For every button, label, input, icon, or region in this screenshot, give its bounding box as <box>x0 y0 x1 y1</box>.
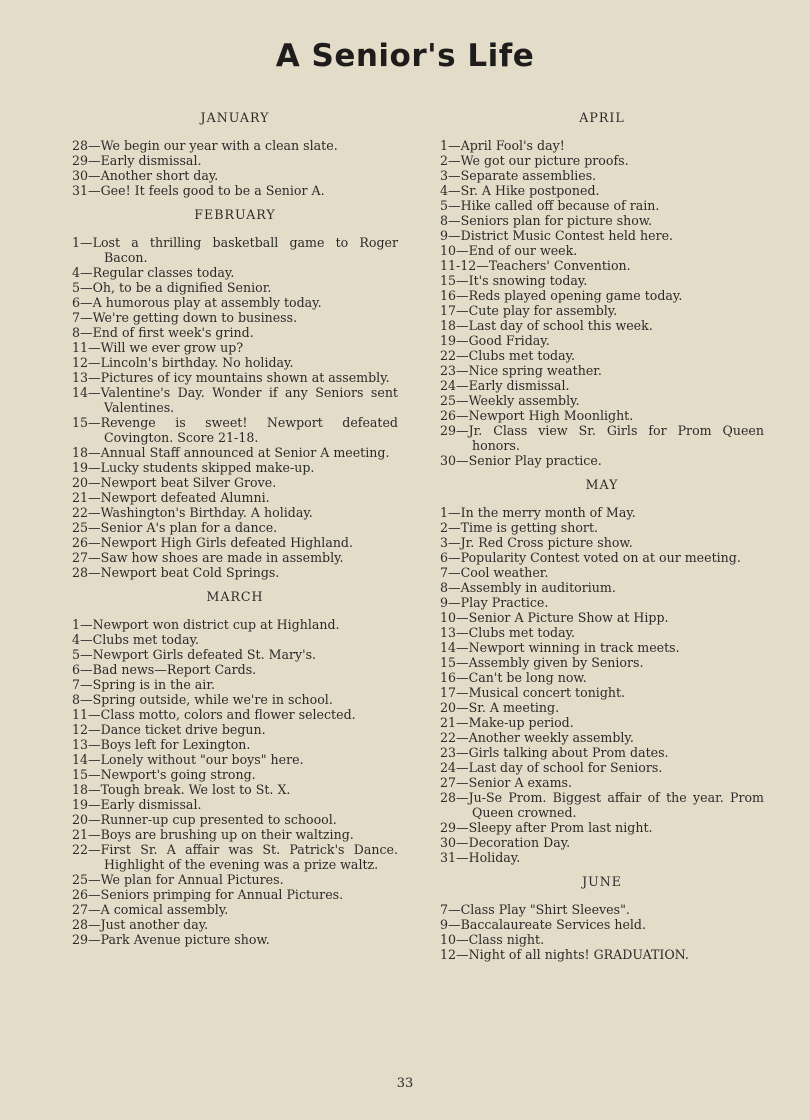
diary-entry: 23—Nice spring weather. <box>440 363 602 378</box>
month-section <box>72 110 398 198</box>
diary-entry: 11-12—Teachers' Convention. <box>440 258 631 273</box>
month-section <box>440 477 764 865</box>
diary-entry: 21—Newport defeated Alumni. <box>72 490 270 505</box>
diary-entry: 1—Lost a thrilling basketball game to Roger Bacon. <box>72 235 398 265</box>
diary-entry: 30—Decoration Day. <box>440 835 571 850</box>
diary-entry: 28—Newport beat Cold Springs. <box>72 565 280 580</box>
month-heading: JUNE <box>582 874 622 889</box>
diary-entry: 17—Musical concert tonight. <box>440 685 626 700</box>
diary-entry: 27—Saw how shoes are made in assembly. <box>72 550 344 565</box>
diary-entry: 8—Assembly in auditorium. <box>440 580 616 595</box>
diary-entry: 21—Make-up period. <box>440 715 574 730</box>
diary-entry: 29—Park Avenue picture show. <box>72 932 270 947</box>
month-heading: MAY <box>585 477 619 492</box>
diary-entry: 19—Lucky students skipped make-up. <box>72 460 315 475</box>
diary-entry: 16—Can't be long now. <box>440 670 587 685</box>
diary-entry: 12—Night of all nights! GRADUATION. <box>440 947 689 962</box>
diary-entry: 29—Early dismissal. <box>72 153 202 168</box>
diary-entry: 15—Revenge is sweet! Newport defeated Covington. Score 21-18. <box>72 415 398 445</box>
diary-entry: 1—April Fool's day! <box>440 138 565 153</box>
diary-entry: 11—Will we ever grow up? <box>72 340 244 355</box>
diary-entry: 5—Oh, to be a dignified Senior. <box>72 280 272 295</box>
diary-entry: 28—Just another day. <box>72 917 209 932</box>
diary-entry: 15—Assembly given by Seniors. <box>440 655 644 670</box>
diary-entry: 25—Weekly assembly. <box>440 393 580 408</box>
diary-entry: 10—Senior A Picture Show at Hipp. <box>440 610 669 625</box>
diary-entry: 13—Clubs met today. <box>440 625 576 640</box>
diary-entry: 12—Dance ticket drive begun. <box>72 722 266 737</box>
diary-entry: 15—Newport's going strong. <box>72 767 256 782</box>
diary-entry: 3—Jr. Red Cross picture show. <box>440 535 633 550</box>
diary-entry: 2—We got our picture proofs. <box>440 153 629 168</box>
diary-entry: 21—Boys are brushing up on their waltzing. <box>72 827 354 842</box>
diary-entry: 1—In the merry month of May. <box>440 505 636 520</box>
diary-entry: 22—First Sr. A affair was St. Patrick's Dance. Highlight of the evening was a prize waltz. <box>72 842 398 872</box>
diary-entry: 7—We're getting down to business. <box>72 310 298 325</box>
left-column <box>72 110 398 956</box>
diary-entry: 7—Spring is in the air. <box>72 677 215 692</box>
diary-entry: 4—Clubs met today. <box>72 632 200 647</box>
month-heading: FEBRUARY <box>194 207 276 222</box>
diary-entry: 26—Seniors primping for Annual Pictures. <box>72 887 344 902</box>
diary-entry: 9—District Music Contest held here. <box>440 228 674 243</box>
diary-entry: 5—Newport Girls defeated St. Mary's. <box>72 647 317 662</box>
diary-entry: 11—Class motto, colors and flower selected. <box>72 707 356 722</box>
month-section <box>72 207 398 580</box>
diary-entry: 9—Baccalaureate Services held. <box>440 917 647 932</box>
diary-entry: 22—Washington's Birthday. A holiday. <box>72 505 313 520</box>
month-section <box>440 110 764 468</box>
diary-entry: 7—Class Play "Shirt Sleeves". <box>440 902 630 917</box>
diary-entry: 20—Sr. A meeting. <box>440 700 560 715</box>
diary-entry: 26—Newport High Moonlight. <box>440 408 634 423</box>
diary-entry: 27—Senior A exams. <box>440 775 573 790</box>
diary-entry: 13—Pictures of icy mountains shown at assembly. <box>72 370 390 385</box>
diary-entry: 6—A humorous play at assembly today. <box>72 295 322 310</box>
diary-entry: 10—Class night. <box>440 932 545 947</box>
diary-entry: 20—Newport beat Silver Grove. <box>72 475 277 490</box>
diary-entry: 3—Separate assemblies. <box>440 168 597 183</box>
diary-entry: 30—Senior Play practice. <box>440 453 602 468</box>
diary-entry: 14—Newport winning in track meets. <box>440 640 680 655</box>
diary-entry: 6—Popularity Contest voted on at our meeting. <box>440 550 741 565</box>
month-heading: MARCH <box>206 589 264 604</box>
diary-entry: 23—Girls talking about Prom dates. <box>440 745 669 760</box>
diary-entry: 19—Early dismissal. <box>72 797 202 812</box>
diary-entry: 27—A comical assembly. <box>72 902 229 917</box>
month-section <box>440 874 764 962</box>
diary-entry: 8—Spring outside, while we're in school. <box>72 692 333 707</box>
diary-entry: 14—Valentine's Day. Wonder if any Seniors sent Valentines. <box>72 385 398 415</box>
diary-entry: 1—Newport won district cup at Highland. <box>72 617 340 632</box>
diary-entry: 26—Newport High Girls defeated Highland. <box>72 535 353 550</box>
diary-entry: 24—Last day of school for Seniors. <box>440 760 663 775</box>
diary-entry: 28—Ju-Se Prom. Biggest affair of the year. Prom Queen crowned. <box>440 790 764 820</box>
diary-entry: 30—Another short day. <box>72 168 219 183</box>
diary-entry: 12—Lincoln's birthday. No holiday. <box>72 355 294 370</box>
diary-entry: 20—Runner-up cup presented to schoool. <box>72 812 337 827</box>
diary-entry: 18—Annual Staff announced at Senior A meeting. <box>72 445 390 460</box>
diary-entry: 24—Early dismissal. <box>440 378 570 393</box>
diary-entry: 31—Holiday. <box>440 850 521 865</box>
diary-entry: 25—Senior A's plan for a dance. <box>72 520 278 535</box>
diary-entry: 18—Last day of school this week. <box>440 318 653 333</box>
month-section <box>72 589 398 947</box>
diary-entry: 4—Regular classes today. <box>72 265 235 280</box>
page-title: A Senior's Life <box>275 38 535 74</box>
diary-entry: 4—Sr. A Hike postponed. <box>440 183 600 198</box>
diary-entry: 16—Reds played opening game today. <box>440 288 683 303</box>
page-number: 33 <box>396 1076 414 1091</box>
diary-entry: 5—Hike called off because of rain. <box>440 198 660 213</box>
diary-entry: 28—We begin our year with a clean slate. <box>72 138 338 153</box>
diary-entry: 15—It's snowing today. <box>440 273 588 288</box>
diary-entry: 13—Boys left for Lexington. <box>72 737 251 752</box>
diary-entry: 25—We plan for Annual Pictures. <box>72 872 284 887</box>
diary-entry: 10—End of our week. <box>440 243 578 258</box>
diary-entry: 9—Play Practice. <box>440 595 549 610</box>
diary-entry: 22—Another weekly assembly. <box>440 730 634 745</box>
diary-entry: 14—Lonely without "our boys" here. <box>72 752 304 767</box>
right-column <box>440 110 764 971</box>
diary-entry: 19—Good Friday. <box>440 333 550 348</box>
diary-entry: 8—End of first week's grind. <box>72 325 254 340</box>
month-heading: APRIL <box>579 110 625 125</box>
diary-entry: 29—Sleepy after Prom last night. <box>440 820 653 835</box>
diary-entry: 8—Seniors plan for picture show. <box>440 213 653 228</box>
diary-entry: 2—Time is getting short. <box>440 520 599 535</box>
diary-entry: 18—Tough break. We lost to St. X. <box>72 782 291 797</box>
month-heading: JANUARY <box>200 110 270 125</box>
diary-entry: 17—Cute play for assembly. <box>440 303 618 318</box>
diary-entry: 31—Gee! It feels good to be a Senior A. <box>72 183 325 198</box>
diary-entry: 22—Clubs met today. <box>440 348 576 363</box>
diary-entry: 29—Jr. Class view Sr. Girls for Prom Queen honors. <box>440 423 764 453</box>
diary-entry: 6—Bad news—Report Cards. <box>72 662 257 677</box>
diary-entry: 7—Cool weather. <box>440 565 549 580</box>
